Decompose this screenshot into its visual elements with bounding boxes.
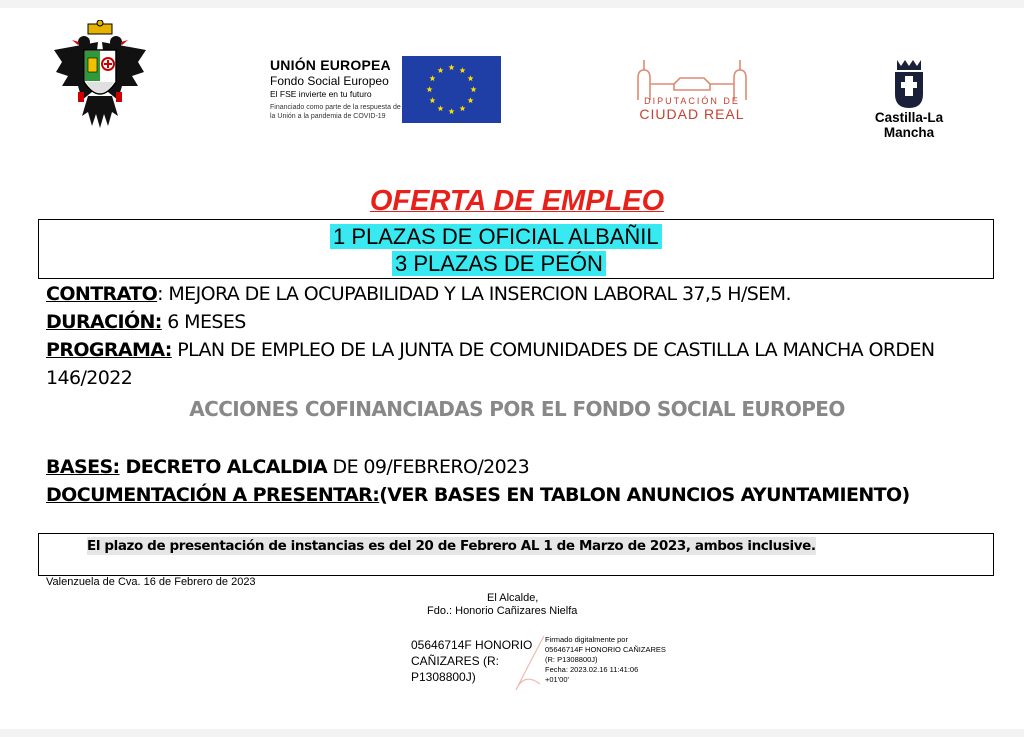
acciones-cofinanciadas: ACCIONES COFINANCIADAS POR EL FONDO SOCIAL EUROPEO <box>189 397 845 421</box>
firmante-name: Fdo.: Honorio Cañizares Nielfa <box>427 605 578 617</box>
fecha-lugar: Valenzuela de Cva. 16 de Febrero de 2023 <box>46 576 256 588</box>
eu-flag-icon <box>402 56 501 123</box>
bases-line: BASES: DECRETO ALCALDIA DE 09/FEBRERO/2023 <box>46 456 530 478</box>
digital-signature-details: Firmado digitalmente por 05646714F HONORIO CAÑIZARES (R: P1308800J) Fecha: 2023.02.16 11:41:06 +01'00' <box>545 635 666 684</box>
plaza-peon: 3 PLAZAS DE PEÓN <box>392 251 606 277</box>
programa-line: PROGRAMA: PLAN DE EMPLEO DE LA JUNTA DE COMUNIDADES DE CASTILLA LA MANCHA ORDEN <box>46 339 935 361</box>
plazo-text: El plazo de presentación de instancias es del 20 de Febrero AL 1 de Marzo de 2023, ambos inclusive. <box>87 538 816 554</box>
financiado-note: Financiado como parte de la respuesta de la Unión a la pandemia de COVID-19 <box>270 104 401 120</box>
digital-signature-name: 05646714F HONORIO CAÑIZARES (R: P1308800J) <box>411 638 533 684</box>
fse-slogan: El FSE invierte en tu futuro <box>270 89 372 99</box>
contrato-line: CONTRATO: MEJORA DE LA OCUPABILIDAD Y LA INSERCION LABORAL 37,5 H/SEM. <box>46 283 791 305</box>
programa-line-continued: 146/2022 <box>46 367 133 389</box>
castilla-la-mancha-shield-icon <box>893 58 925 110</box>
diputacion-label: DIPUTACIÓN DE <box>644 96 740 106</box>
diputacion-building-icon <box>634 56 750 100</box>
documentacion-line: DOCUMENTACIÓN A PRESENTAR:(VER BASES EN TABLON ANUNCIOS AYUNTAMIENTO) <box>46 484 910 506</box>
page-title: OFERTA DE EMPLEO <box>369 185 665 217</box>
bottom-edge <box>0 729 1024 737</box>
plaza-oficial-albanil: 1 PLAZAS DE OFICIAL ALBAÑIL <box>330 224 662 250</box>
ciudad-real-label: CIUDAD REAL <box>639 106 745 122</box>
signature-mark-icon <box>510 632 550 694</box>
top-edge <box>0 0 1024 8</box>
coat-of-arms-icon <box>52 20 148 132</box>
fondo-social-label: Fondo Social Europeo <box>270 74 389 88</box>
castilla-la-mancha-label: Castilla-La Mancha <box>874 110 944 140</box>
union-europea-label: UNIÓN EUROPEA <box>270 57 391 73</box>
alcalde-label: El Alcalde, <box>487 592 539 604</box>
duracion-line: DURACIÓN: 6 MESES <box>46 311 246 333</box>
